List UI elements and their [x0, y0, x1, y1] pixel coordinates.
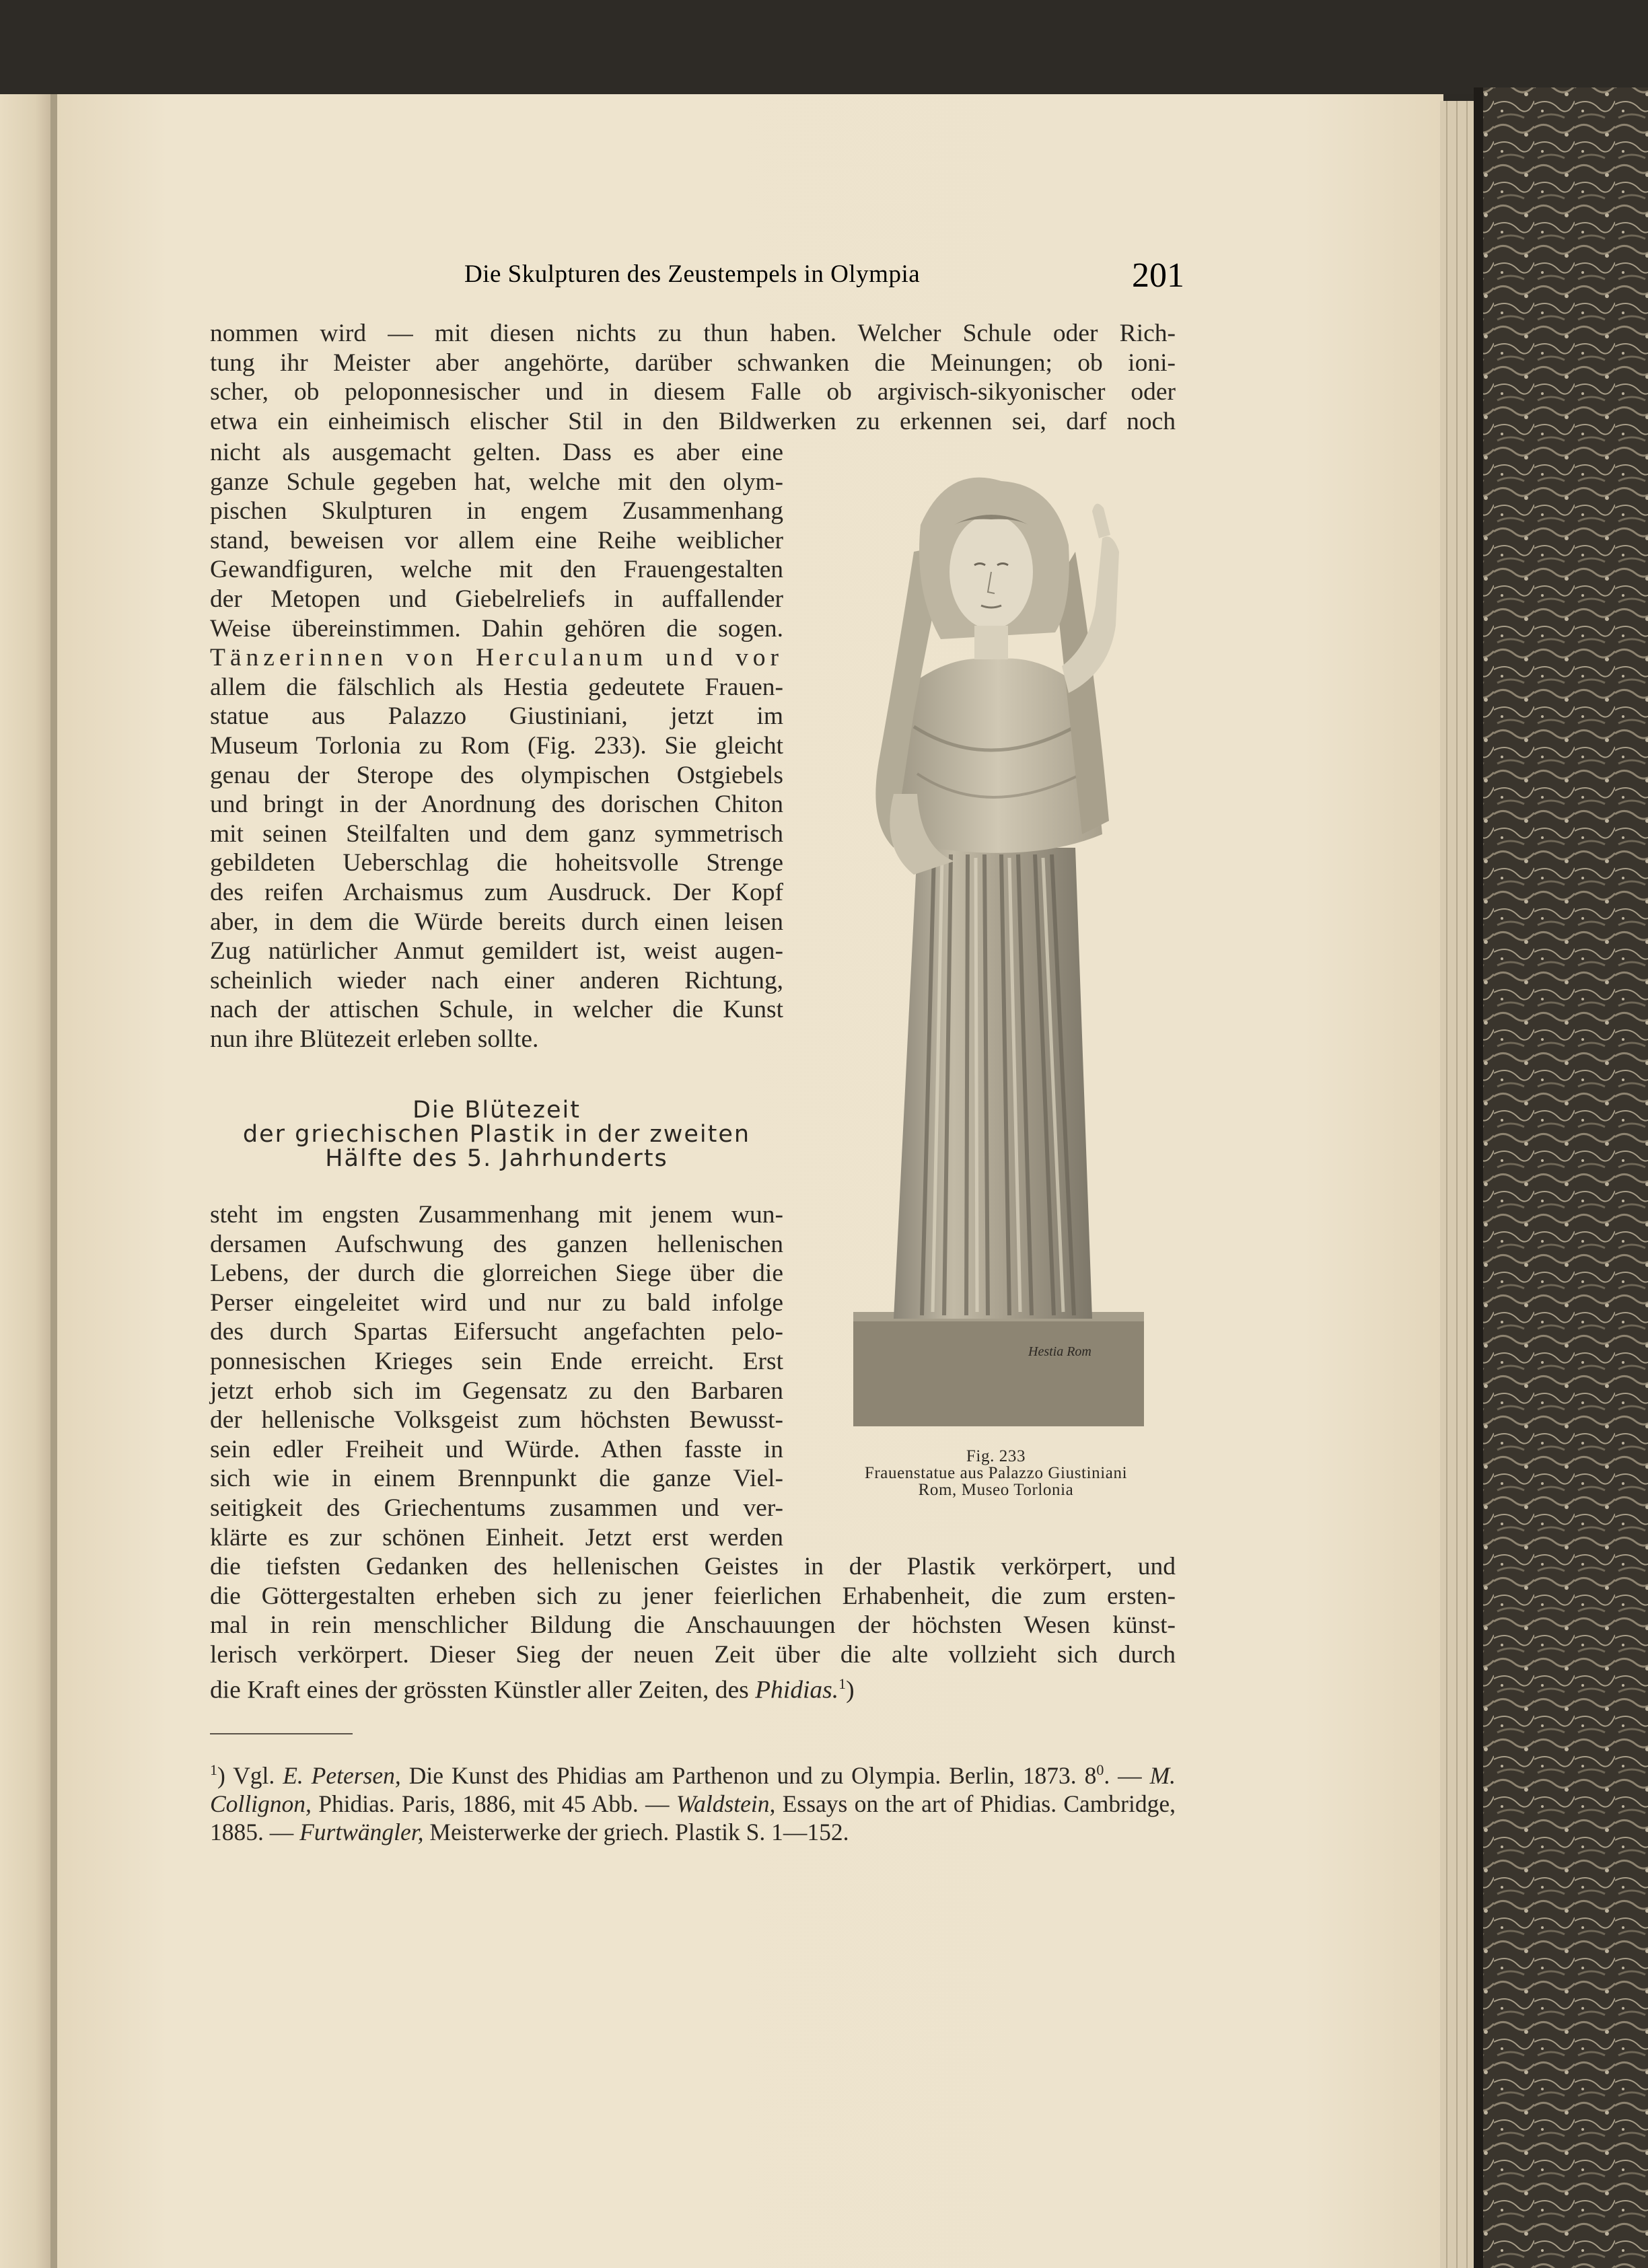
page-number: 201 — [1132, 256, 1184, 295]
text-line — [210, 1669, 1176, 1705]
heading-line: der griechischen Plastik in der zweiten — [242, 1121, 751, 1148]
text-line: Tänzerinnen von Herculanum und vor — [210, 644, 783, 672]
statue-figure — [853, 471, 1144, 1426]
footnote-text: Phidias. Paris, 1886, mit 45 Abb. — — [311, 1790, 676, 1817]
footnote-text: Meisterwerke der griech. Plastik S. 1—152. — [423, 1818, 849, 1845]
plinth — [853, 1319, 1144, 1426]
figure-signature: Hestia Rom — [1028, 1344, 1091, 1359]
text-line: Lebens, der durch die glorreichen Siege über die — [210, 1259, 783, 1288]
footnote-text: . — — [1104, 1761, 1150, 1789]
text-span: die Kraft eines der grössten Künstler aller Zeiten, des — [210, 1676, 756, 1704]
text-line: Museum Torlonia zu Rom (Fig. 233). Sie gleicht — [210, 732, 783, 760]
text-line: des durch Spartas Eifersucht angefachten pelo- — [210, 1318, 783, 1346]
footnote-rule — [210, 1733, 353, 1734]
text-line: der hellenische Volksgeist zum höchsten Bewusst- — [210, 1406, 783, 1434]
figure-label: Fig. 233 — [966, 1447, 1026, 1465]
text-line: ganze Schule gegeben hat, welche mit den olym- — [210, 468, 783, 496]
text-line: Zug natürlicher Anmut gemildert ist, weist augen- — [210, 937, 783, 965]
format-superscript: 0 — [1096, 1761, 1104, 1778]
text-line: Gewandfiguren, welche mit den Frauengestalten — [210, 556, 783, 584]
text-line: stand, beweisen vor allem eine Reihe weiblicher — [210, 526, 783, 554]
heading-line: Die Blütezeit — [413, 1097, 581, 1124]
section-heading — [210, 1098, 783, 1171]
author-name: Waldstein, — [676, 1790, 776, 1817]
text-line: die tiefsten Gedanken des hellenischen Geistes in der Plastik verkörpert, und — [210, 1553, 1176, 1580]
text-line: ponnesischen Krieges sein Ende erreicht. Erst — [210, 1348, 783, 1375]
text-line: sein edler Freiheit und Würde. Athen fasste in — [210, 1435, 783, 1463]
footnote — [210, 1756, 1176, 1846]
text-line: allem die fälschlich als Hestia gedeutete Frauen- — [210, 673, 783, 701]
footnote-text: ) Vgl. — [217, 1761, 283, 1789]
text-line: der Metopen und Giebelreliefs in auffallender — [210, 585, 783, 613]
footnote-reference: 1 — [838, 1675, 847, 1693]
text-line: nommen wird — mit diesen nichts zu thun haben. Welcher Schule oder Rich- — [210, 320, 1176, 347]
phidias-name: Phidias. — [755, 1676, 839, 1704]
text-line: dersamen Aufschwung des ganzen hellenischen — [210, 1230, 783, 1258]
text-line: nach der attischen Schule, in welcher die Kunst — [210, 996, 783, 1024]
text-line: gebildeten Ueberschlag die hoheitsvolle Strenge — [210, 849, 783, 877]
author-name: M. Collignon, — [210, 1761, 1176, 1817]
heading-line: Hälfte des 5. Jahrhunderts — [325, 1145, 668, 1172]
text-line: etwa ein einheimisch elischer Stil in den Bildwerken zu erkennen sei, darf noch — [210, 407, 1176, 435]
text-line: scher, ob peloponnesischer und in diesem Falle ob argivisch-sikyonischer oder — [210, 378, 1176, 406]
text-line: jetzt erhob sich im Gegensatz zu den Barbaren — [210, 1377, 783, 1405]
caption-line: Frauenstatue aus Palazzo Giustiniani — [864, 1464, 1128, 1482]
text-line: lerisch verkörpert. Dieser Sieg der neuen Zeit über die alte vollzieht sich durch — [210, 1640, 1176, 1669]
text-line: Weise übereinstimmen. Dahin gehören die sogen. — [210, 614, 783, 643]
text-line: tung ihr Meister aber angehörte, darüber schwanken die Meinungen; ob ioni- — [210, 349, 1176, 377]
text-span: ) — [846, 1676, 855, 1704]
text-line: Perser eingeleitet wird und nur zu bald infolge — [210, 1288, 783, 1317]
text-line: genau der Sterope des olympischen Ostgiebels — [210, 761, 783, 789]
footnote-text: Essays on the art of Phidias. Cambridge, 1885. — — [210, 1790, 1176, 1845]
text-line: seitigkeit des Griechentums zusammen und ver- — [210, 1494, 783, 1522]
text-line: und bringt in der Anordnung des dorischen Chiton — [210, 791, 783, 819]
text-line: pischen Skulpturen in engem Zusammenhang — [210, 497, 783, 525]
text-line: mit seinen Steilfalten und dem ganz symmetrisch — [210, 819, 783, 848]
author-name: E. Petersen, — [283, 1761, 401, 1789]
text-line: klärte es zur schönen Einheit. Jetzt erst werden — [210, 1523, 783, 1551]
text-line: steht im engsten Zusammenhang mit jenem wun- — [210, 1201, 783, 1229]
text-line: die Göttergestalten erheben sich zu jener feierlichen Erhabenheit, die zum ersten- — [210, 1582, 1176, 1610]
text-line: des reifen Archaismus zum Ausdruck. Der Kopf — [210, 879, 783, 906]
running-title: Die Skulpturen des Zeustempels in Olympia — [464, 260, 921, 288]
text-line: statue aus Palazzo Giustiniani, jetzt im — [210, 702, 783, 731]
author-name: Furtwängler, — [299, 1818, 424, 1845]
footnote-marker: 1 — [210, 1761, 217, 1778]
text-line: nun ihre Blütezeit erleben sollte. — [210, 1025, 539, 1053]
caption-line: Rom, Museo Torlonia — [918, 1481, 1074, 1499]
text-line: sich wie in einem Brennpunkt die ganze Viel- — [210, 1465, 783, 1493]
figure-caption — [814, 1448, 1178, 1498]
running-header — [209, 256, 1184, 296]
footnote-text: Die Kunst des Phidias am Parthenon und zu Olympia. Berlin, 1873. 8 — [400, 1761, 1097, 1789]
text-line: mal in rein menschlicher Bildung die Anschauungen der höchsten Wesen künst- — [210, 1611, 1176, 1640]
text-line: aber, in dem die Würde bereits durch einen leisen — [210, 908, 783, 936]
text-line: scheinlich wieder nach einer anderen Richtung, — [210, 966, 783, 994]
text-line: nicht als ausgemacht gelten. Dass es aber eine — [210, 439, 783, 466]
